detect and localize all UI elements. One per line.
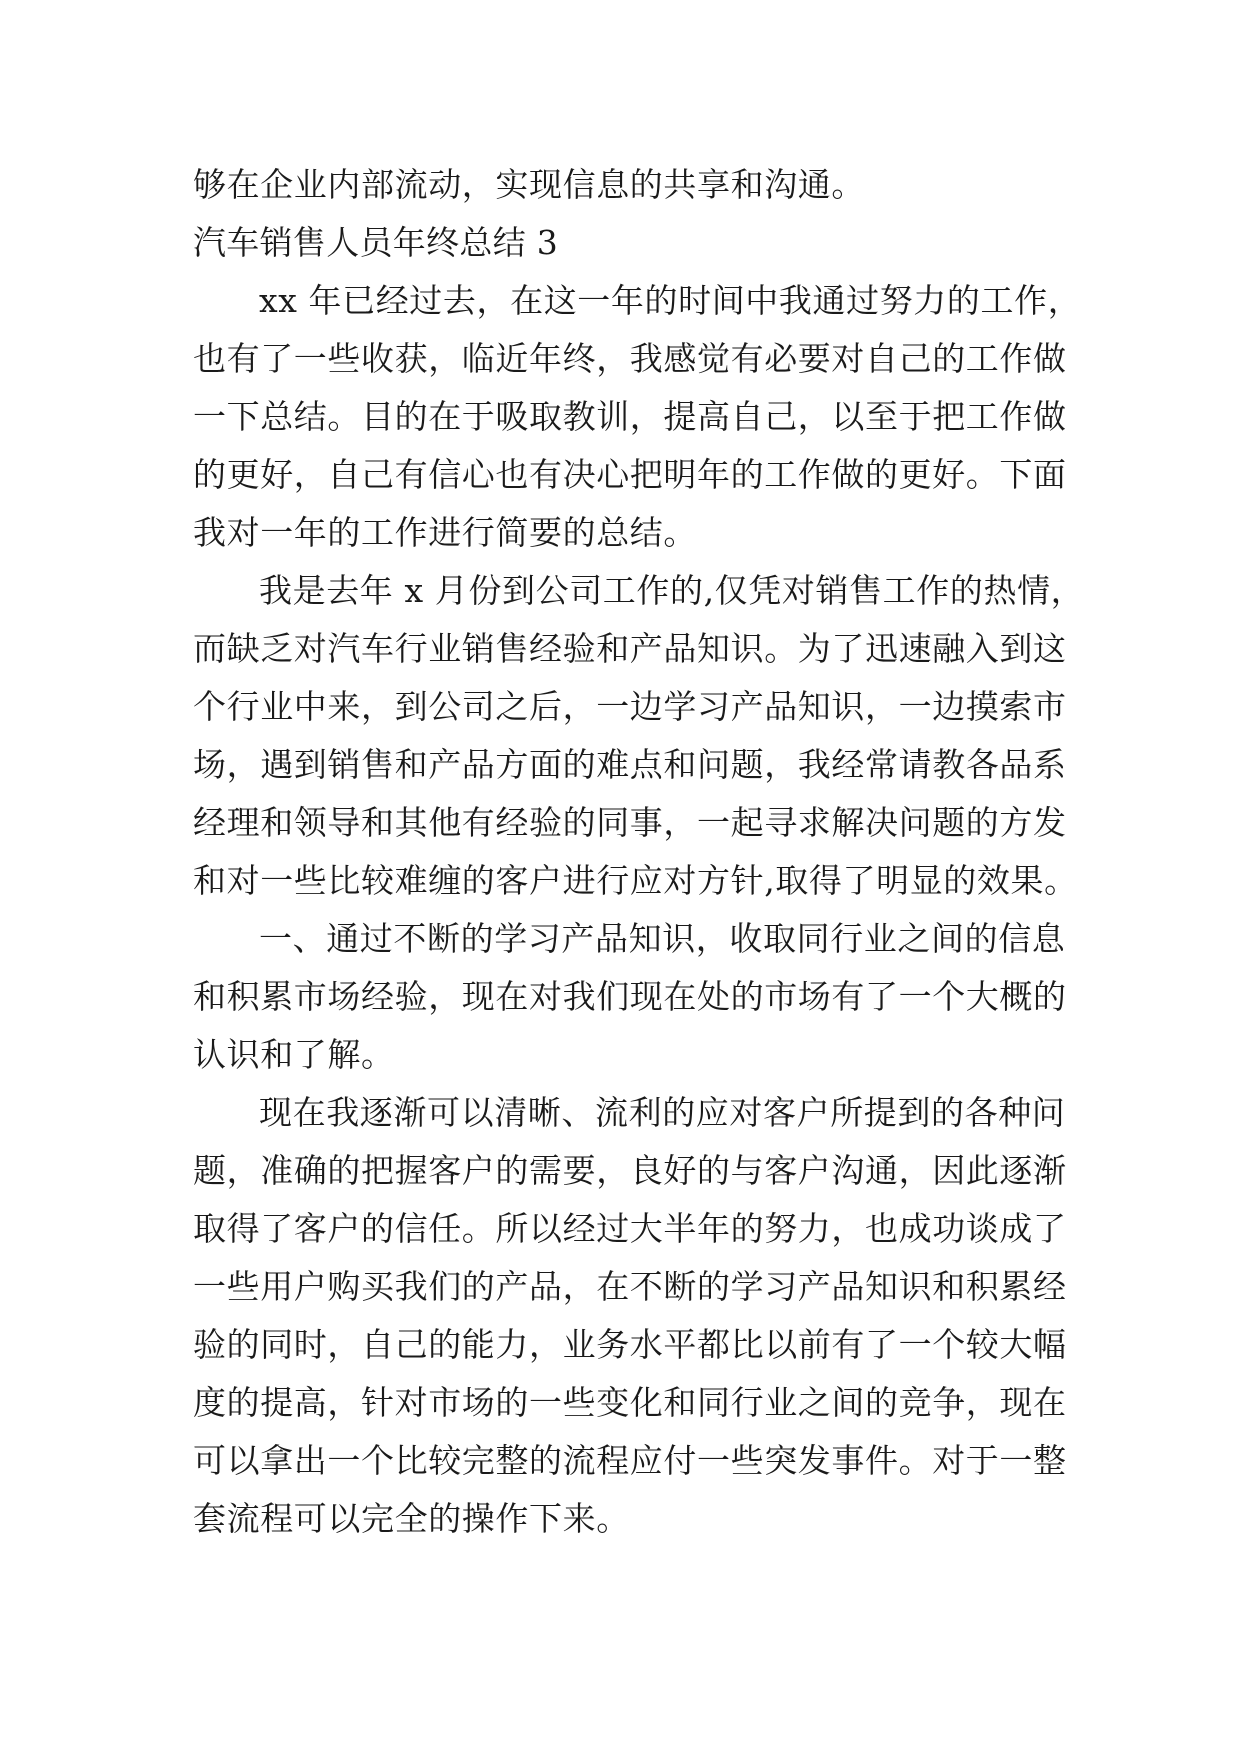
text-line: 认识和了解。 [193, 1035, 395, 1074]
text-line: 经理和领导和其他有经验的同事，一起寻求解决问题的方发 [193, 803, 1067, 842]
text-line: 而缺乏对汽车行业销售经验和产品知识。为了迅速融入到这 [193, 629, 1067, 668]
document-page [193, 156, 1085, 1548]
text-line: 套流程可以完全的操作下来。 [193, 1499, 630, 1538]
paragraph-first-line: xx 年已经过去，在这一年的时间中我通过努力的工作， [259, 281, 1082, 320]
paragraph-first-line: 现在我逐渐可以清晰、流利的应对客户所提到的各种问 [259, 1093, 1066, 1132]
text-line: 和对一些比较难缠的客户进行应对方针,取得了明显的效果。 [193, 861, 1078, 900]
text-line: 也有了一些收获，临近年终，我感觉有必要对自己的工作做 [193, 339, 1067, 378]
text-line: 题，准确的把握客户的需要，良好的与客户沟通，因此逐渐 [193, 1151, 1067, 1190]
text-line: 我对一年的工作进行简要的总结。 [193, 513, 697, 552]
text-line: 场，遇到销售和产品方面的难点和问题，我经常请教各品系 [193, 745, 1067, 784]
text-line: 验的同时，自己的能力，业务水平都比以前有了一个较大幅 [193, 1325, 1067, 1364]
text-line: 个行业中来，到公司之后，一边学习产品知识，一边摸索市 [193, 687, 1067, 726]
text-line: 的更好，自己有信心也有决心把明年的工作做的更好。下面 [193, 455, 1067, 494]
text-line: 度的提高，针对市场的一些变化和同行业之间的竞争，现在 [193, 1383, 1067, 1422]
text-line: 和积累市场经验，现在对我们现在处的市场有了一个大概的 [193, 977, 1067, 1016]
text-line: 取得了客户的信任。所以经过大半年的努力，也成功谈成了 [193, 1209, 1067, 1248]
paragraph-first-line: 一、通过不断的学习产品知识，收取同行业之间的信息 [259, 919, 1066, 958]
text-line: 一下总结。目的在于吸取教训，提高自己，以至于把工作做 [193, 397, 1067, 436]
text-line: 一些用户购买我们的产品，在不断的学习产品知识和积累经 [193, 1267, 1067, 1306]
paragraph-first-line: 我是去年 x 月份到公司工作的,仅凭对销售工作的热情， [259, 571, 1085, 610]
text-line: 可以拿出一个比较完整的流程应付一些突发事件。对于一整 [193, 1441, 1067, 1480]
section-heading: 汽车销售人员年终总结 3 [193, 223, 559, 262]
text-line: 够在企业内部流动，实现信息的共享和沟通。 [193, 165, 865, 204]
